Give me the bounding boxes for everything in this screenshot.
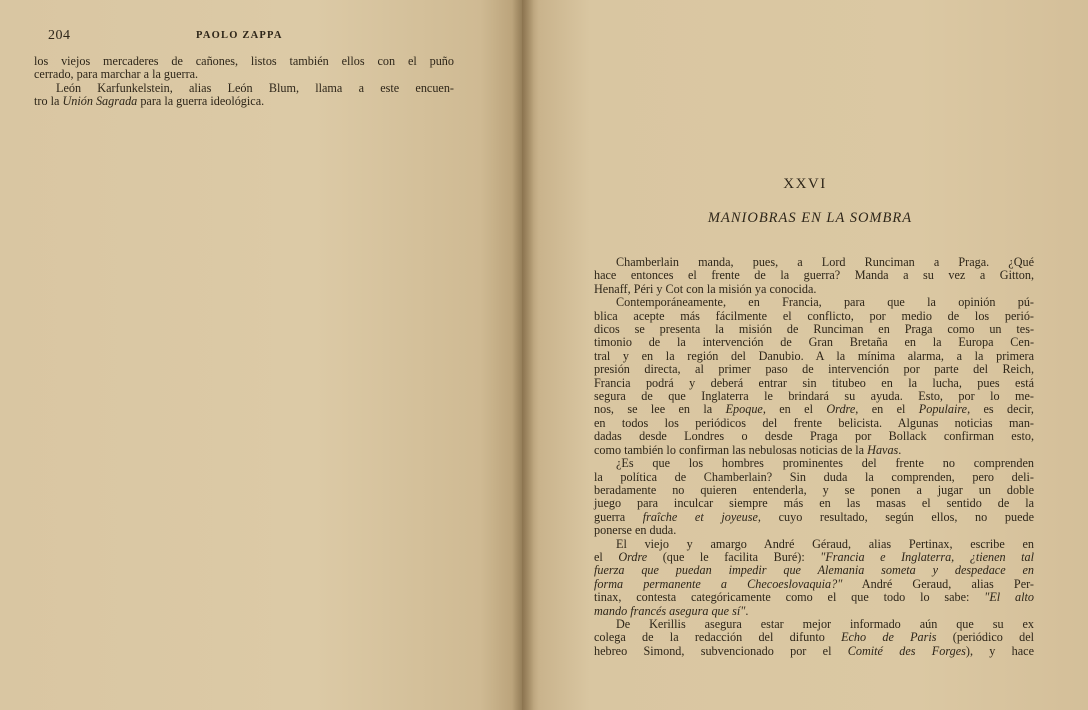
italic-text: Epoque <box>725 402 763 417</box>
text-run: ponerse en duda. <box>594 523 677 538</box>
text-line <box>594 511 1034 524</box>
text-run: dadas desde Londres o desde Praga por Bollack confirman esto, <box>594 429 1034 444</box>
italic-text: Ordre <box>826 402 856 417</box>
text-run: , en el <box>855 402 919 417</box>
text-line <box>594 591 1034 604</box>
text-run: Contemporáneamente, en Francia, para que la opinión pú- <box>616 295 1034 310</box>
italic-text: Populaire <box>918 402 968 417</box>
italic-text: Echo de Paris <box>841 630 937 645</box>
chapter-number: XXVI <box>783 176 827 192</box>
text-run: tro la <box>34 94 63 109</box>
text-line <box>594 390 1034 403</box>
text-line <box>34 95 454 108</box>
text-run: El viejo y amargo André Géraud, alias Pertinax, escribe en <box>616 536 1034 551</box>
text-line <box>594 296 1034 309</box>
italic-text: forma permanente a Checoeslovaquia?" <box>594 576 843 591</box>
text-line <box>594 363 1034 376</box>
italic-text: fraîche et joyeuse <box>642 509 758 524</box>
text-line <box>594 497 1034 510</box>
text-line <box>594 256 1034 269</box>
italic-text: fuerza que puedan impedir que Alemania someta y despedace en <box>594 563 1034 578</box>
italic-text: "Francia e Inglaterra, ¿tienen tal <box>820 549 1035 564</box>
text-run: ¿Es que los hombres prominentes del frente no comprenden <box>616 456 1034 471</box>
text-line <box>594 524 1034 537</box>
page-number: 204 <box>48 28 71 43</box>
text-run: cerrado, para marchar a la guerra. <box>34 67 199 82</box>
text-line <box>594 564 1034 577</box>
text-run: , es decir, <box>967 402 1034 417</box>
text-line <box>594 645 1034 658</box>
text-line <box>594 310 1034 323</box>
chapter-title: MANIOBRAS EN LA SOMBRA <box>707 210 913 226</box>
text-run: , cuyo resultado, según ellos, no puede <box>757 509 1034 524</box>
text-run: tinax, contesta categóricamente como el que todo lo sabe: <box>594 590 985 605</box>
text-run: Chamberlain manda, pues, a Lord Runciman a Praga. ¿Qué <box>616 255 1034 269</box>
text-run: el <box>594 549 619 564</box>
text-run: (periódico del <box>936 630 1034 645</box>
text-line <box>594 471 1034 484</box>
italic-text: Havas <box>867 442 899 457</box>
text-run: para la guerra ideológica. <box>137 94 265 109</box>
text-run: como también lo confirman las nebulosas noticias de la <box>594 442 868 457</box>
text-run: presión directa, al primer paso de intervención por parte del Reich, <box>594 362 1034 377</box>
italic-text: mando francés asegura que sí" <box>594 603 746 618</box>
text-run: los viejos mercaderes de cañones, listos también ellos con el puño <box>34 54 454 68</box>
text-line <box>594 631 1034 644</box>
left-page <box>0 0 522 710</box>
text-line <box>594 484 1034 497</box>
text-run: la política de Chamberlain? Sin duda la comprenden, pero deli- <box>594 469 1034 484</box>
text-line <box>594 618 1034 631</box>
text-line <box>34 82 454 95</box>
text-run: , en el <box>762 402 827 417</box>
text-run: De Kerillis asegura estar mejor informado aún que su ex <box>616 616 1034 631</box>
text-run: Henaff, Péri y Cot con la misión ya conocida. <box>594 281 817 296</box>
text-run: . <box>898 442 902 457</box>
text-run: timonio de la intervención de Gran Bretaña en la Europa Cen- <box>594 335 1034 350</box>
text-run: juego para inculcar siempre más en las masas el sentido de la <box>594 496 1034 511</box>
text-line <box>594 417 1034 430</box>
text-line <box>34 68 454 81</box>
text-line <box>34 55 454 68</box>
text-line <box>594 430 1034 443</box>
italic-text: Comité des Forges <box>847 643 966 658</box>
text-run: segura de que Inglaterra le brindará su ayuda. Esto, por lo me- <box>594 389 1034 404</box>
text-run: (que le facilita Buré): <box>647 549 821 564</box>
text-line <box>594 457 1034 470</box>
text-run: hebreo Simond, subvencionado por el <box>594 643 848 658</box>
text-line <box>594 551 1034 564</box>
text-run: colega de la redacción del difunto <box>594 630 842 645</box>
text-run: . <box>745 603 749 618</box>
right-page-text <box>594 256 1034 658</box>
text-line <box>594 538 1034 551</box>
italic-text: Unión Sagrada <box>62 94 138 109</box>
left-page-text <box>34 55 454 109</box>
text-run: beradamente no quieren entenderla, y se ponen a jugar un doble <box>594 482 1034 497</box>
text-line <box>594 323 1034 336</box>
text-run: guerra <box>594 509 643 524</box>
text-run: tral y en la región del Danubio. A la mínima alarma, a la primera <box>594 348 1034 363</box>
text-line <box>594 336 1034 349</box>
text-run: en todos los periódicos del frente belicista. Algunas noticias man- <box>594 415 1034 430</box>
running-title: PAOLO ZAPPA <box>196 30 283 41</box>
italic-text: Ordre <box>618 549 648 564</box>
text-line <box>594 283 1034 296</box>
text-run: nos, se lee en la <box>594 402 726 417</box>
book-gutter <box>512 0 534 710</box>
text-line <box>594 444 1034 457</box>
text-run: ), y hace <box>965 643 1035 658</box>
text-run: Francia podrá y deberá entrar sin titubeo en la lucha, pues está <box>594 375 1034 390</box>
text-line <box>594 350 1034 363</box>
text-run: blica acepte más fácilmente el conflicto, por medio de los perió- <box>594 308 1034 323</box>
text-run: hace entonces el frente de la guerra? Manda a su vez a Gitton, <box>594 268 1034 283</box>
text-run: dicos se presenta la misión de Runciman en Praga como un tes- <box>594 322 1034 337</box>
text-line <box>594 605 1034 618</box>
text-line <box>594 578 1034 591</box>
text-run: León Karfunkelstein, alias León Blum, llama a este encuen- <box>56 80 454 95</box>
text-line <box>594 269 1034 282</box>
text-line <box>594 377 1034 390</box>
italic-text: "El alto <box>984 590 1034 605</box>
text-run: André Geraud, alias Per- <box>842 576 1034 591</box>
text-line <box>594 403 1034 416</box>
